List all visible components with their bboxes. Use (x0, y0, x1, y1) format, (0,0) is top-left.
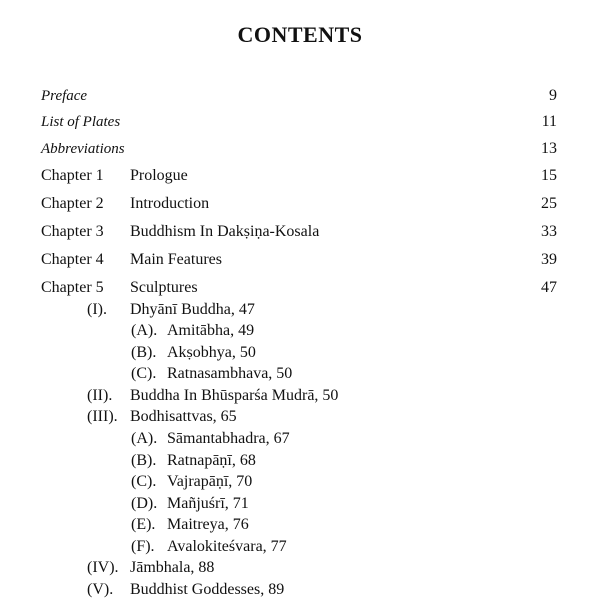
toc-section-jambhala (0, 557, 600, 579)
subsection-title: Amitābha, 49 (167, 322, 255, 339)
toc-subsection-amitabha (0, 320, 600, 342)
entry-title: List of Plates (41, 114, 121, 130)
subsection-title: Ratnapāṇī, 68 (167, 452, 256, 469)
subsection-number: (D). (131, 495, 158, 512)
subsection-title: Avalokiteśvara, 77 (167, 538, 287, 555)
toc-subsection-avalokitesvara (0, 536, 600, 558)
subsection-title: Mañjuśrī, 71 (167, 495, 249, 512)
toc-chapter-5 (0, 277, 600, 299)
toc-section-buddhist-goddesses (0, 579, 600, 601)
section-title: Buddha In Bhūsparśa Mudrā, 50 (130, 387, 339, 404)
toc-chapter-3 (0, 221, 600, 243)
chapter-label: Chapter 3 (41, 223, 104, 240)
toc-chapter-1 (0, 165, 600, 187)
section-title: Jāmbhala, 88 (130, 559, 215, 576)
chapter-title: Introduction (130, 195, 210, 212)
chapter-title: Main Features (130, 251, 222, 268)
entry-title: Abbreviations (41, 141, 125, 157)
toc-subsection-ratnasambhava (0, 363, 600, 385)
section-number: (III). (87, 408, 118, 425)
chapter-title: Prologue (130, 167, 188, 184)
entry-page: 13 (541, 140, 557, 157)
subsection-title: Sāmantabhadra, 67 (167, 430, 290, 447)
chapter-title: Buddhism In Dakṣiṇa-Kosala (130, 223, 320, 240)
toc-subsection-manjusri (0, 493, 600, 515)
entry-page: 9 (549, 87, 557, 104)
subsection-number: (C). (131, 473, 157, 490)
toc-subsection-vajrapani (0, 471, 600, 493)
toc-entry-preface (0, 85, 600, 107)
entry-page: 47 (541, 279, 557, 296)
toc-section-dhyani-buddha (0, 299, 600, 321)
entry-page: 39 (541, 251, 557, 268)
subsection-number: (E). (131, 516, 156, 533)
toc-section-bodhisattvas (0, 406, 600, 428)
subsection-number: (A). (131, 430, 158, 447)
section-number: (V). (87, 581, 114, 598)
subsection-number: (B). (131, 344, 157, 361)
chapter-label: Chapter 2 (41, 195, 104, 212)
entry-page: 33 (541, 223, 557, 240)
toc-entry-abbreviations (0, 138, 600, 160)
subsection-title: Vajrapāṇī, 70 (167, 473, 253, 490)
toc-subsection-ratnapani (0, 450, 600, 472)
entry-page: 15 (541, 167, 557, 184)
subsection-title: Ratnasambhava, 50 (167, 365, 293, 382)
subsection-title: Maitreya, 76 (167, 516, 249, 533)
toc-chapter-2 (0, 193, 600, 215)
section-title: Dhyānī Buddha, 47 (130, 301, 255, 318)
section-number: (II). (87, 387, 113, 404)
chapter-label: Chapter 5 (41, 279, 104, 296)
subsection-number: (B). (131, 452, 157, 469)
subsection-number: (A). (131, 322, 158, 339)
chapter-label: Chapter 4 (41, 251, 104, 268)
subsection-number: (C). (131, 365, 157, 382)
toc-subsection-maitreya (0, 514, 600, 536)
entry-page: 11 (541, 113, 557, 130)
entry-title: Preface (41, 88, 88, 104)
section-number: (I). (87, 301, 107, 318)
subsection-number: (F). (131, 538, 155, 555)
section-title: Bodhisattvas, 65 (130, 408, 237, 425)
section-number: (IV). (87, 559, 119, 576)
chapter-title: Sculptures (130, 279, 198, 296)
page-title: CONTENTS (237, 22, 363, 47)
toc-chapter-4 (0, 249, 600, 271)
entry-page: 25 (541, 195, 557, 212)
toc-section-buddha-bhusparsa (0, 385, 600, 407)
toc-entry-list-of-plates (0, 111, 600, 133)
toc-subsection-aksobhya (0, 342, 600, 364)
toc-subsection-samantabhadra (0, 428, 600, 450)
chapter-label: Chapter 1 (41, 167, 104, 184)
subsection-title: Akṣobhya, 50 (167, 344, 256, 361)
section-title: Buddhist Goddesses, 89 (130, 581, 285, 598)
